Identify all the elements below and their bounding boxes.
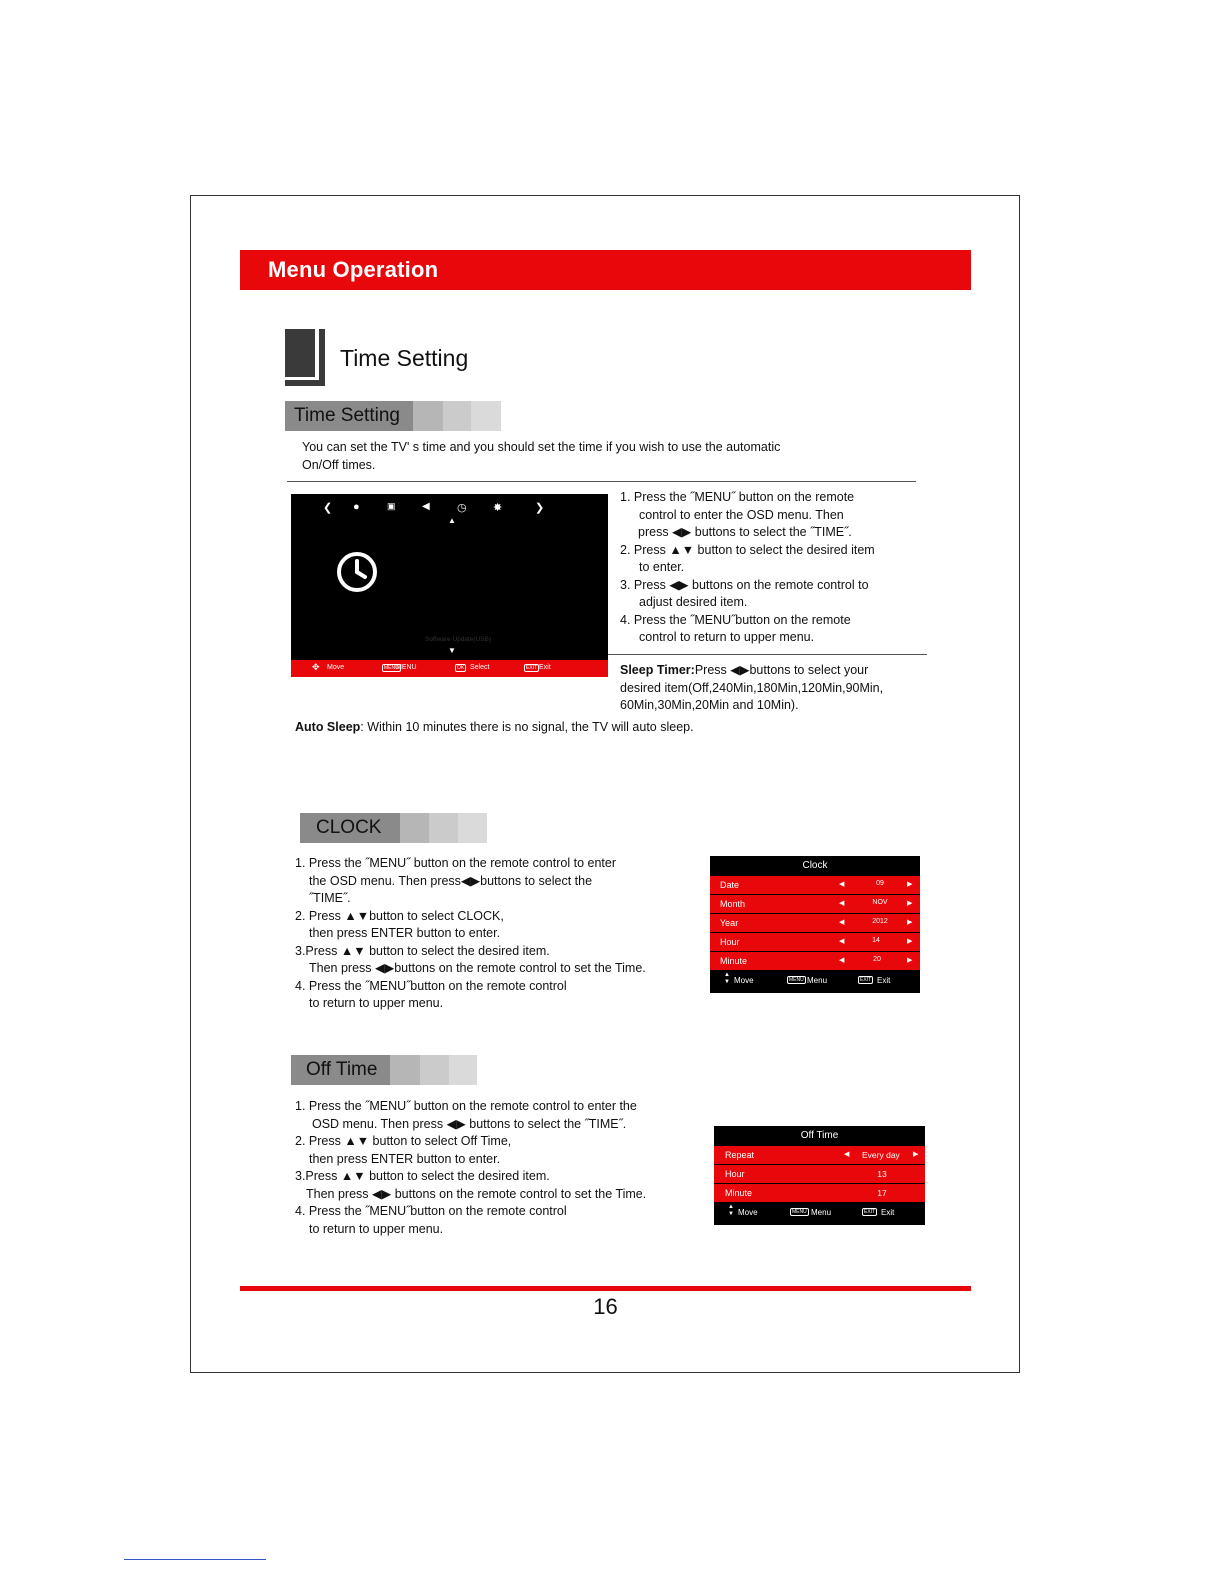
row-label: Hour: [720, 937, 740, 947]
step-line: then press ENTER button to enter.: [309, 926, 501, 940]
auto-sleep-line: : Within 10 minutes there is no signal, the TV will auto sleep.: [360, 720, 694, 734]
footer-move: Move: [734, 976, 754, 985]
footer-menu: Menu: [807, 976, 828, 985]
footer-exit: Exit: [881, 1208, 895, 1217]
clock-panel-footer: [710, 971, 920, 991]
screen-icon: ▣: [387, 501, 396, 511]
arrow-left-icon: ◀: [839, 900, 845, 907]
row-value: 13: [877, 1169, 887, 1179]
off-time-row-minute: [714, 1184, 925, 1202]
section-title: Time Setting: [340, 345, 469, 371]
row-label: Minute: [720, 956, 748, 966]
step-line: control to enter the OSD menu. Then: [639, 507, 844, 522]
arrow-right-icon: ▶: [907, 900, 913, 907]
section-marker-icon: [285, 329, 325, 386]
clock-row-year: [710, 914, 920, 932]
intro-line: On/Off times.: [302, 457, 376, 472]
off-time-panel: [714, 1126, 925, 1225]
step-line: ˝TIME˝.: [309, 891, 351, 905]
move-icon: ✥: [312, 662, 320, 672]
step-line: 2. Press ▲▼ button to select Off Time,: [295, 1134, 512, 1148]
clock-row-month: [710, 895, 920, 913]
setup-icon: ✸: [493, 502, 503, 514]
tab-time-setting: [285, 401, 501, 431]
step-line: 3.Press ▲▼ button to select the desired item.: [295, 1169, 550, 1183]
time-setting-steps: [620, 489, 920, 647]
footer-move: Move: [738, 1208, 758, 1217]
step-line: then press ENTER button to enter.: [309, 1151, 501, 1166]
step-line: 4. Press the ˝MENU˝button on the remote control: [295, 1204, 567, 1218]
step-line: 4. Press the ˝MENU˝button on the remote control: [295, 978, 567, 993]
menu-key-icon: MENU: [384, 665, 399, 671]
row-label: Repeat: [725, 1150, 755, 1160]
sleep-timer-line: desired item(Off,240Min,180Min,120Min,90Min,: [620, 680, 884, 695]
step-line: Then press ◀▶ buttons on the remote control to set the Time.: [306, 1186, 647, 1201]
clock-row-minute: [710, 952, 920, 970]
down-arrow-icon: ▼: [448, 646, 456, 655]
off-time-row-hour: [714, 1165, 925, 1183]
clock-icon: [335, 550, 379, 594]
tv-osd-screen: [291, 494, 608, 677]
step-line: 2. Press ▲▼ button to select the desired item: [620, 542, 875, 557]
time-icon: ◷: [457, 502, 467, 514]
step-line: to enter.: [639, 560, 685, 574]
row-value: 09: [876, 880, 884, 887]
clock-steps: [295, 855, 695, 1013]
row-value: 2012: [872, 918, 888, 925]
footer-menu: Menu: [811, 1208, 832, 1217]
step-line: adjust desired item.: [639, 595, 748, 609]
auto-sleep-label: Auto Sleep: [295, 720, 361, 734]
osd-footer-exit: Exit: [539, 664, 551, 671]
header-bar: [240, 250, 971, 290]
row-value: NOV: [872, 899, 888, 906]
step-line: 3. Press ◀▶ buttons on the remote control to: [620, 577, 869, 592]
tab-off-time: [291, 1055, 477, 1085]
row-label: Hour: [725, 1169, 745, 1179]
off-time-steps: [295, 1098, 705, 1238]
step-line: OSD menu. Then press ◀▶ buttons to select the ˝TIME˝.: [312, 1116, 627, 1131]
tab-clock-label: CLOCK: [300, 813, 400, 843]
arrow-left-icon: ◀: [839, 938, 845, 945]
menu-key-icon: MENU: [789, 977, 804, 983]
row-label: Minute: [725, 1188, 753, 1198]
off-time-panel-title: Off Time: [800, 1130, 839, 1141]
sleep-timer-line: Press ◀▶buttons to select your: [694, 663, 869, 677]
osd-footer-select: Select: [470, 664, 490, 671]
exit-key-icon: EXIT: [864, 1209, 876, 1215]
footer-exit: Exit: [877, 976, 891, 985]
clock-panel: [710, 856, 920, 993]
row-label: Year: [720, 918, 739, 928]
sleep-timer-line: 60Min,30Min,20Min and 10Min).: [620, 698, 799, 712]
picture-icon: ●: [353, 501, 360, 513]
step-line: to return to upper menu.: [309, 1221, 444, 1236]
row-label: Date: [720, 880, 740, 890]
step-line: the OSD menu. Then press◀▶buttons to select the: [309, 873, 593, 888]
arrow-left-icon: ◀: [839, 919, 845, 926]
software-update-label: Software Update(USB): [425, 636, 492, 643]
tab-clock: [300, 813, 487, 843]
chevron-right-icon: ❯: [535, 502, 545, 514]
row-value: 20: [873, 956, 881, 963]
step-line: 3.Press ▲▼ button to select the desired item.: [295, 943, 550, 958]
osd-footer: [291, 660, 608, 677]
footer-bar: [240, 1286, 971, 1291]
step-line: to return to upper menu.: [309, 996, 444, 1010]
row-value: 14: [872, 937, 880, 944]
footnote-rule: [124, 1559, 266, 1560]
sound-icon: ◀: [422, 501, 430, 512]
off-time-panel-footer: [714, 1203, 925, 1223]
arrow-left-icon: ◀: [844, 1151, 850, 1158]
sleep-timer-label: Sleep Timer:: [620, 663, 695, 677]
auto-sleep-text: [295, 719, 915, 737]
clock-row-hour: [710, 933, 920, 951]
step-line: 1. Press the ˝MENU˝ button on the remote control to enter: [295, 856, 616, 870]
ok-key-icon: OK: [457, 665, 465, 671]
step-line: Then press ◀▶buttons on the remote control to set the Time.: [309, 961, 646, 975]
row-label: Month: [720, 899, 746, 909]
step-line: press ◀▶ buttons to select the ˝TIME˝.: [638, 525, 852, 539]
divider: [608, 654, 927, 655]
sleep-timer-text: [620, 662, 920, 715]
osd-footer-move: Move: [327, 664, 345, 671]
step-line: 4. Press the ˝MENU˝button on the remote: [620, 612, 851, 627]
step-line: 1. Press the ˝MENU˝ button on the remote control to enter the: [295, 1099, 637, 1113]
step-line: control to return to upper menu.: [639, 630, 815, 644]
arrow-right-icon: ▶: [907, 919, 913, 926]
up-arrow-icon: ▲: [448, 516, 456, 525]
time-setting-intro: [302, 439, 922, 474]
divider: [287, 481, 916, 482]
header-title: Menu Operation: [268, 257, 439, 282]
tab-time-setting-label: Time Setting: [285, 401, 413, 431]
row-value: Every day: [862, 1150, 900, 1160]
arrow-right-icon: ▶: [907, 957, 913, 964]
arrow-right-icon: ▶: [907, 938, 913, 945]
clock-panel-title: Clock: [802, 860, 828, 871]
osd-icon-row: [317, 501, 547, 517]
up-down-icon: ▲ ▼: [728, 1204, 734, 1217]
arrow-left-icon: ◀: [839, 957, 845, 964]
osd-footer-menu: MENU: [396, 664, 417, 671]
off-time-row-repeat: [714, 1146, 925, 1164]
arrow-left-icon: ◀: [839, 881, 845, 888]
tab-off-time-label: Off Time: [291, 1055, 390, 1085]
up-down-icon: ▲ ▼: [724, 972, 730, 985]
exit-key-icon: EXIT: [526, 665, 538, 671]
page-number: 16: [593, 1294, 618, 1319]
menu-key-icon: MENU: [792, 1209, 807, 1215]
step-line: 1. Press the ˝MENU˝ button on the remote: [620, 490, 855, 504]
clock-row-date: [710, 876, 920, 894]
exit-key-icon: EXIT: [860, 977, 872, 983]
arrow-right-icon: ▶: [913, 1151, 919, 1158]
step-line: 2. Press ▲▼button to select CLOCK,: [295, 908, 504, 923]
chevron-left-icon: ❮: [323, 502, 333, 514]
intro-line: You can set the TV' s time and you should set the time if you wish to use the automatic: [302, 440, 781, 454]
arrow-right-icon: ▶: [907, 881, 913, 888]
row-value: 17: [877, 1188, 887, 1198]
